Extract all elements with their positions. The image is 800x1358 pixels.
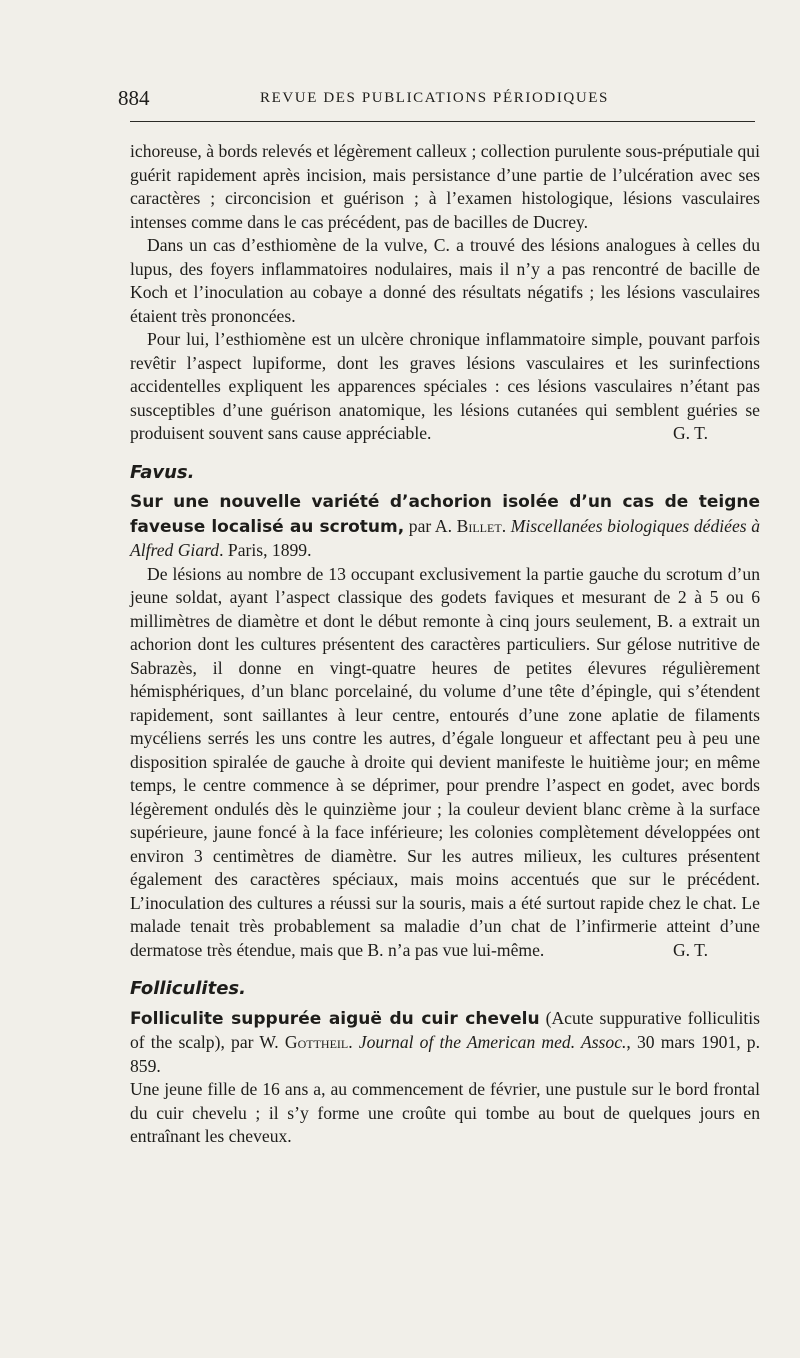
section-heading-favus: Favus.: [130, 461, 195, 483]
paragraph-favus-body: [130, 563, 760, 963]
page-body: [130, 140, 760, 1149]
paragraph-esthiomene-definition: [130, 328, 760, 446]
citation-journal: Journal of the American med. Assoc.: [358, 1032, 627, 1052]
citation-author: Gottheil: [284, 1032, 349, 1052]
citation-place-date: . Paris, 1899.: [219, 540, 312, 560]
page-number: 884: [118, 86, 150, 110]
citation-english-title: (Acute suppurative folliculitis of the scalp), par W.: [130, 1007, 760, 1052]
citation-punct: .: [501, 515, 511, 536]
paragraph-ichoreuse: ichoreuse, à bords relevés et légèrement calleux ; collection purulente sous-préputiale qui guérit rapidement après incision, mais persistance d’une partie de l’ulcération avec ses caractères ; circoncision et guérison ; à l’examen histologique, lésions vasculaires intenses comme dans le cas précédent, pas de bacilles de Ducrey.: [130, 141, 760, 232]
citation-by: par A.: [404, 515, 457, 536]
paragraph-folliculites-body: Une jeune fille de 16 ans a, au commencement de février, une pustule sur le bord frontal du cuir chevelu ; il s’y forme une croûte qui tombe au bout de quelques jours en entraînant les cheveux.: [130, 1079, 760, 1146]
running-head: [118, 86, 758, 110]
paragraph-text: Pour lui, l’esthiomène est un ulcère chronique inflammatoire simple, pouvant parfois revêtir l’aspect lupiforme, dont les graves lésions vasculaires et les surinfections accidentelles expliquent les apparences spéciales : ces lésions vasculaires n’étant pas susceptibles d’une guérison anatomique, les lésions cutanées qui semblent guéries se produisent souvent sans cause appréciable.: [130, 329, 760, 443]
citation-punct: .: [348, 1032, 359, 1052]
article-citation-folliculites: [130, 1007, 760, 1079]
running-title: REVUE DES PUBLICATIONS PÉRIODIQUES: [260, 90, 609, 106]
section-heading-folliculites: Folliculites.: [130, 978, 246, 999]
author-initials: G. T.: [672, 423, 708, 443]
article-title: Sur une nouvelle variété d’achorion isolée d’un cas de teigne faveuse localisé au scrotum,: [130, 492, 760, 537]
paragraph-text: De lésions au nombre de 13 occupant exclusivement la partie gauche du scrotum d’un jeune soldat, ayant l’aspect classique des godets faviques et mesurant de 2 à 5 ou 6 millimètres de diamètre et dont le début remonte à cinq jours seulement, B. a extrait un achorion dont les cultures présentent des caractères particuliers. Sur gélose nutritive de Sabrazès, il donne en vingt-quatre heures de petites élevures régulièrement hémisphériques, d’un blanc porcelainé, du volume d’une tête d’épingle, qui s’étendent rapidement, sont saillantes à leur centre, entourés d’une zone aplatie de filaments mycéliens serrés les uns contre les autres, d’égale longueur et affectant peu à peu une disposition spiralée de gauche à droite qui devient manifeste le huitième jour; en même temps, le centre commence à se déprimer, pour prendre l’aspect en godet, avec bords légèrement ondulés dès le quinzième jour ; la couleur devient blanc crème à la surface supérieure, jaune foncé à la face inférieure; les colonies complètement développées ont environ 3 centimètres de diamètre. Sur les autres milieux, les cultures présentent également des caractères spéciaux, mais moins accentués que sur le précédent. L’inoculation des cultures a réussi sur la souris, mais a été surtout rapide chez le chat. Le malade tenait très probablement sa maladie d’un chat de l’infirmerie atteint d’une dermatose très étendue, mais que B. n’a pas vue lui-même.: [130, 563, 760, 960]
header-rule: [130, 121, 755, 122]
author-initials: G. T.: [672, 939, 708, 960]
citation-author: Billet: [456, 515, 502, 536]
citation-date: , 30 mars 1901, p. 859.: [130, 1032, 760, 1076]
paragraph-esthiomene-vulve: Dans un cas d’esthiomène de la vulve, C. a trouvé des lésions analogues à celles du lupus, des foyers inflammatoires nodulaires, mais il n’y a pas rencontré de bacille de Koch et l’inoculation au cobaye a donné des résultats négatifs ; les lésions vasculaires étaient très prononcées.: [130, 235, 760, 326]
article-title: Folliculite suppurée aiguë du cuir chevelu: [130, 1008, 540, 1029]
citation-source: Miscellanées biologiques dédiées à Alfred Giard: [130, 515, 761, 560]
article-citation-favus: [130, 490, 760, 563]
